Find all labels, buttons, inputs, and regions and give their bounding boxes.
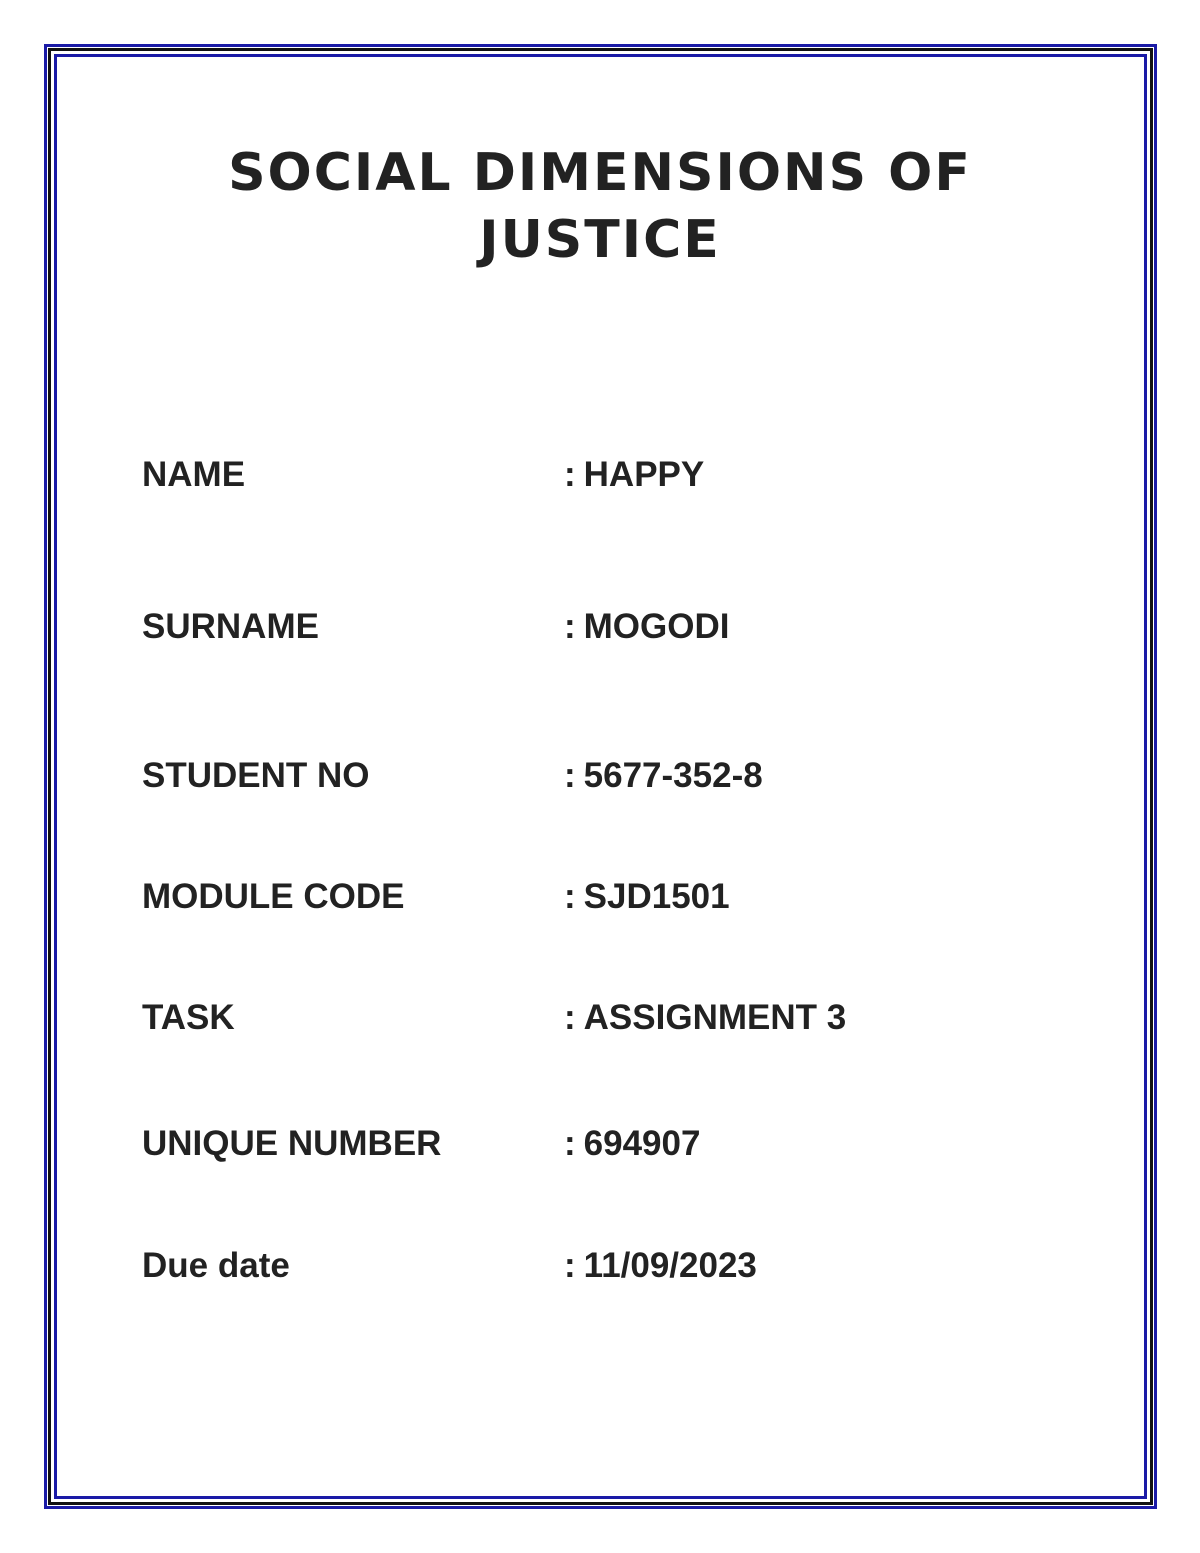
- field-label-task: TASK: [142, 998, 235, 1037]
- field-value-unique-number: [564, 1122, 700, 1166]
- field-separator: :: [564, 607, 576, 646]
- field-separator: :: [564, 998, 576, 1037]
- field-label-name: NAME: [142, 455, 246, 494]
- field-value-text: MOGODI: [583, 607, 730, 646]
- field-label-unique-number: UNIQUE NUMBER: [142, 1124, 442, 1163]
- field-separator: :: [564, 455, 576, 494]
- field-row-unique-number: [142, 1122, 1042, 1166]
- field-row-module-code: [142, 875, 1042, 919]
- field-value-student-no: [564, 754, 763, 798]
- field-value-text: 5677-352-8: [583, 756, 763, 795]
- title-line-2: JUSTICE: [479, 210, 721, 270]
- field-row-student-no: [142, 754, 1042, 798]
- page-title: [100, 140, 1100, 274]
- field-separator: :: [564, 877, 576, 916]
- field-label-student-no: STUDENT NO: [142, 756, 370, 795]
- field-value-module-code: [564, 875, 730, 919]
- field-value-text: ASSIGNMENT 3: [583, 998, 847, 1037]
- field-row-surname: [142, 605, 1042, 649]
- field-value-text: 694907: [583, 1124, 701, 1163]
- field-value-name: [564, 453, 704, 497]
- field-separator: :: [564, 1246, 576, 1285]
- field-label-module-code: MODULE CODE: [142, 877, 405, 916]
- field-value-task: [564, 996, 846, 1040]
- field-label-surname: SURNAME: [142, 607, 319, 646]
- field-value-text: SJD1501: [583, 877, 730, 916]
- field-separator: :: [564, 756, 576, 795]
- field-row-task: [142, 996, 1042, 1040]
- title-line-1: SOCIAL DIMENSIONS OF: [228, 143, 972, 203]
- field-separator: :: [564, 1124, 576, 1163]
- field-label-due-date: Due date: [142, 1246, 290, 1285]
- field-value-text: HAPPY: [583, 455, 705, 494]
- field-row-name: [142, 453, 1042, 497]
- field-value-surname: [564, 605, 729, 649]
- field-row-due-date: [142, 1244, 1042, 1288]
- field-value-text: 11/09/2023: [583, 1246, 757, 1285]
- field-value-due-date: [564, 1244, 757, 1288]
